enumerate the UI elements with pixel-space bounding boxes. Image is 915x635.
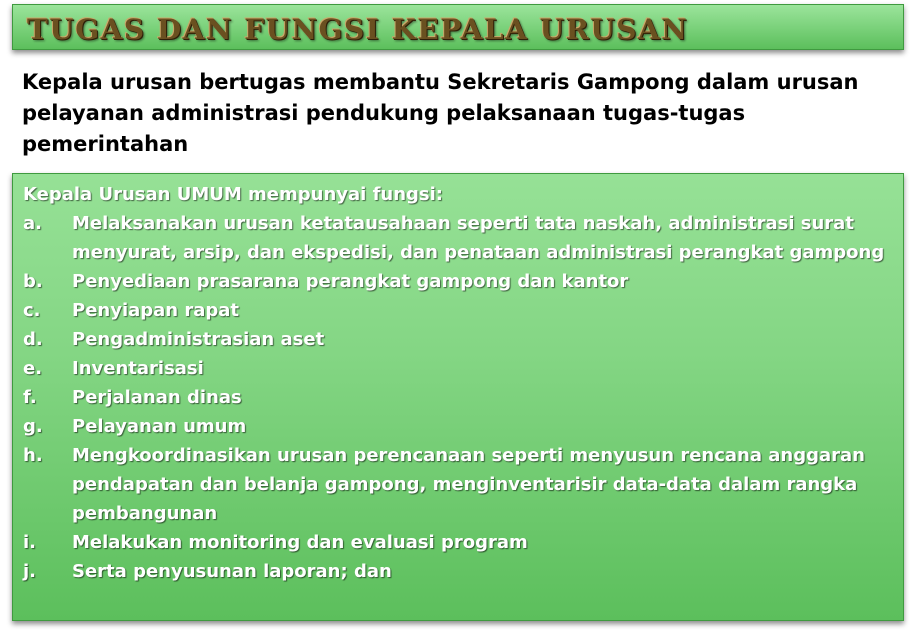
list-item-letter: f. bbox=[23, 387, 37, 408]
intro-paragraph: Kepala urusan bertugas membantu Sekretaris Gampong dalam urusan pelayanan administrasi pendukung pelaksanaan tugas-tugas pemerintahan bbox=[22, 70, 859, 156]
list-item-text: Serta penyusunan laporan; dan bbox=[72, 561, 392, 582]
functions-panel bbox=[12, 173, 904, 621]
list-item-letter: g. bbox=[23, 416, 43, 437]
list-item bbox=[23, 209, 897, 267]
list-item-letter: h. bbox=[23, 445, 43, 466]
list-item-text: Melakukan monitoring dan evaluasi program bbox=[72, 532, 528, 553]
list-item-text: Perjalanan dinas bbox=[72, 387, 242, 408]
list-item-text: Pelayanan umum bbox=[72, 416, 247, 437]
list-item bbox=[23, 528, 897, 557]
list-item-text: Inventarisasi bbox=[72, 358, 204, 379]
list-item-letter: e. bbox=[23, 358, 43, 379]
list-item bbox=[23, 383, 897, 412]
list-item bbox=[23, 354, 897, 383]
list-item-letter: i. bbox=[23, 532, 37, 553]
list-item bbox=[23, 296, 897, 325]
list-item-text: Penyiapan rapat bbox=[72, 300, 240, 321]
list-item-letter: c. bbox=[23, 300, 41, 321]
list-item bbox=[23, 441, 897, 528]
list-item bbox=[23, 267, 897, 296]
page-title: TUGAS DAN FUNGSI KEPALA URUSAN bbox=[27, 13, 689, 46]
list-item-text: Pengadministrasian aset bbox=[72, 329, 325, 350]
title-banner bbox=[12, 4, 904, 50]
list-item bbox=[23, 325, 897, 354]
list-item-letter: j. bbox=[23, 561, 37, 582]
list-item-letter: d. bbox=[23, 329, 43, 350]
list-item-text: Penyediaan prasarana perangkat gampong dan kantor bbox=[72, 271, 629, 292]
list-item-text: Melaksanakan urusan ketatausahaan seperti tata naskah, administrasi surat menyurat, arsip, dan ekspedisi, dan penataan administrasi perangkat gampong bbox=[72, 213, 885, 263]
functions-heading: Kepala Urusan UMUM mempunyai fungsi: bbox=[23, 184, 444, 205]
list-item-text: Mengkoordinasikan urusan perencanaan seperti menyusun rencana anggaran pendapatan dan belanja gampong, menginventarisir data-data dalam rangka pembangunan bbox=[72, 445, 865, 524]
list-item-letter: a. bbox=[23, 213, 42, 234]
list-item bbox=[23, 557, 897, 586]
list-item bbox=[23, 412, 897, 441]
functions-list bbox=[23, 209, 897, 586]
list-item-letter: b. bbox=[23, 271, 43, 292]
